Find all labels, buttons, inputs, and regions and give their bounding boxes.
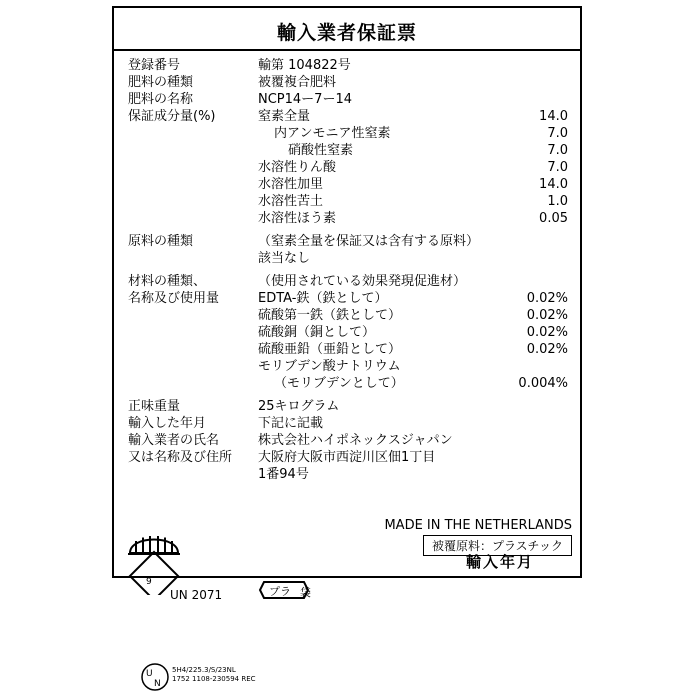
table-row: [128, 324, 568, 341]
row-label: 保証成分量(%): [128, 109, 216, 124]
table-row: [128, 176, 568, 193]
row-value: 25キログラム: [258, 399, 340, 414]
row-value: モリブデン酸ナトリウム: [258, 359, 401, 374]
row-label: 肥料の種類: [128, 75, 194, 90]
guarantee-label-box: [112, 6, 582, 578]
row-label: 正味重量: [128, 399, 181, 414]
table-row: [128, 290, 568, 307]
un-code-text: UN 2071: [170, 588, 223, 602]
row-number: 0.02%: [526, 325, 568, 340]
made-in-text: MADE IN THE NETHERLANDS: [384, 518, 572, 533]
svg-text:N: N: [154, 679, 161, 689]
table-row: [128, 415, 568, 432]
table-row: [128, 432, 568, 449]
row-label: 輸入した年月: [128, 416, 207, 431]
row-number: 7.0: [547, 143, 568, 158]
row-label: 又は名称及び住所: [128, 450, 233, 465]
table-row: [128, 57, 568, 74]
table-row: [128, 108, 568, 125]
table-row: [128, 341, 568, 358]
guarantee-rows: [114, 57, 580, 483]
row-value: 水溶性加里: [258, 177, 324, 192]
row-value: NCP14ー7ー14: [258, 92, 352, 107]
un-certificate-line-1: 5H4/225.3/S/23NL: [172, 666, 236, 674]
row-value: 大阪府大阪市西淀川区佃1丁目: [258, 450, 436, 465]
title-divider: [114, 49, 580, 51]
row-number: 14.0: [539, 109, 568, 124]
table-row: [128, 398, 568, 415]
row-value: （モリブデンとして）: [274, 376, 404, 391]
row-value: 被覆複合肥料: [258, 75, 337, 90]
row-value: 内アンモニア性窒素: [274, 126, 391, 141]
un-certificate-line-2: 1752 1108-230594 REC: [172, 675, 256, 683]
row-value: 水溶性りん酸: [258, 160, 337, 175]
row-value: 硫酸銅（銅として）: [258, 325, 376, 340]
row-label: 名称及び使用量: [128, 291, 220, 306]
row-value: 下記に記載: [258, 416, 324, 431]
row-label: 輸入業者の氏名: [128, 433, 220, 448]
table-row: [128, 375, 568, 392]
table-row: [128, 74, 568, 91]
table-row: [128, 142, 568, 159]
row-value: （窒素全量を保証又は含有する原料）: [258, 234, 480, 249]
row-number: 14.0: [539, 177, 568, 192]
table-row: [128, 125, 568, 142]
row-number: 7.0: [547, 160, 568, 175]
row-value: 1番94号: [258, 467, 309, 482]
table-row: [128, 210, 568, 227]
row-value: 窒素全量: [258, 109, 311, 124]
row-value: 水溶性苦土: [258, 194, 324, 209]
table-row: [128, 449, 568, 466]
svg-text:プラ: プラ: [269, 585, 291, 598]
coating-material-badge: 被覆原料：プラスチック: [423, 535, 572, 556]
row-number: 0.05: [539, 211, 568, 226]
row-number: 1.0: [547, 194, 568, 209]
table-row: [128, 233, 568, 250]
row-number: 0.02%: [526, 308, 568, 323]
row-label: 肥料の名称: [128, 92, 194, 107]
table-row: [128, 193, 568, 210]
table-row: [128, 466, 568, 483]
table-row: [128, 159, 568, 176]
svg-text:9: 9: [146, 577, 152, 587]
row-value: （使用されている効果発現促進材）: [258, 274, 467, 289]
table-row: [128, 273, 568, 290]
svg-text:U: U: [146, 669, 153, 679]
row-value: 株式会社ハイポネックスジャパン: [258, 433, 453, 448]
plastic-mark-suffix: 袋: [300, 586, 311, 599]
row-value: 該当なし: [258, 251, 311, 266]
row-number: 0.02%: [526, 342, 568, 357]
table-row: [128, 250, 568, 267]
row-label: 材料の種類、: [128, 274, 207, 289]
table-row: [128, 358, 568, 375]
un-packaging-icon: [122, 525, 186, 595]
row-number: 0.02%: [526, 291, 568, 306]
row-value: 輸第 104822号: [258, 58, 351, 73]
row-value: 水溶性ほう素: [258, 211, 337, 226]
row-number: 7.0: [547, 126, 568, 141]
row-label: 登録番号: [128, 58, 181, 73]
un-certification-icon: [140, 662, 170, 692]
import-date-label: 輸入年月: [465, 553, 534, 571]
table-row: [128, 307, 568, 324]
un-certificate-text: [172, 666, 256, 684]
row-value: 硫酸第一鉄（鉄として）: [258, 308, 402, 323]
row-label: 原料の種類: [128, 234, 194, 249]
row-value: 硝酸性窒素: [288, 143, 354, 158]
row-number: 0.004%: [518, 376, 568, 391]
table-row: [128, 91, 568, 108]
row-value: EDTA-鉄（鉄として）: [258, 291, 388, 306]
page-title: 輸入業者保証票: [276, 22, 417, 44]
row-value: 硫酸亜鉛（亜鉛として）: [258, 342, 402, 357]
